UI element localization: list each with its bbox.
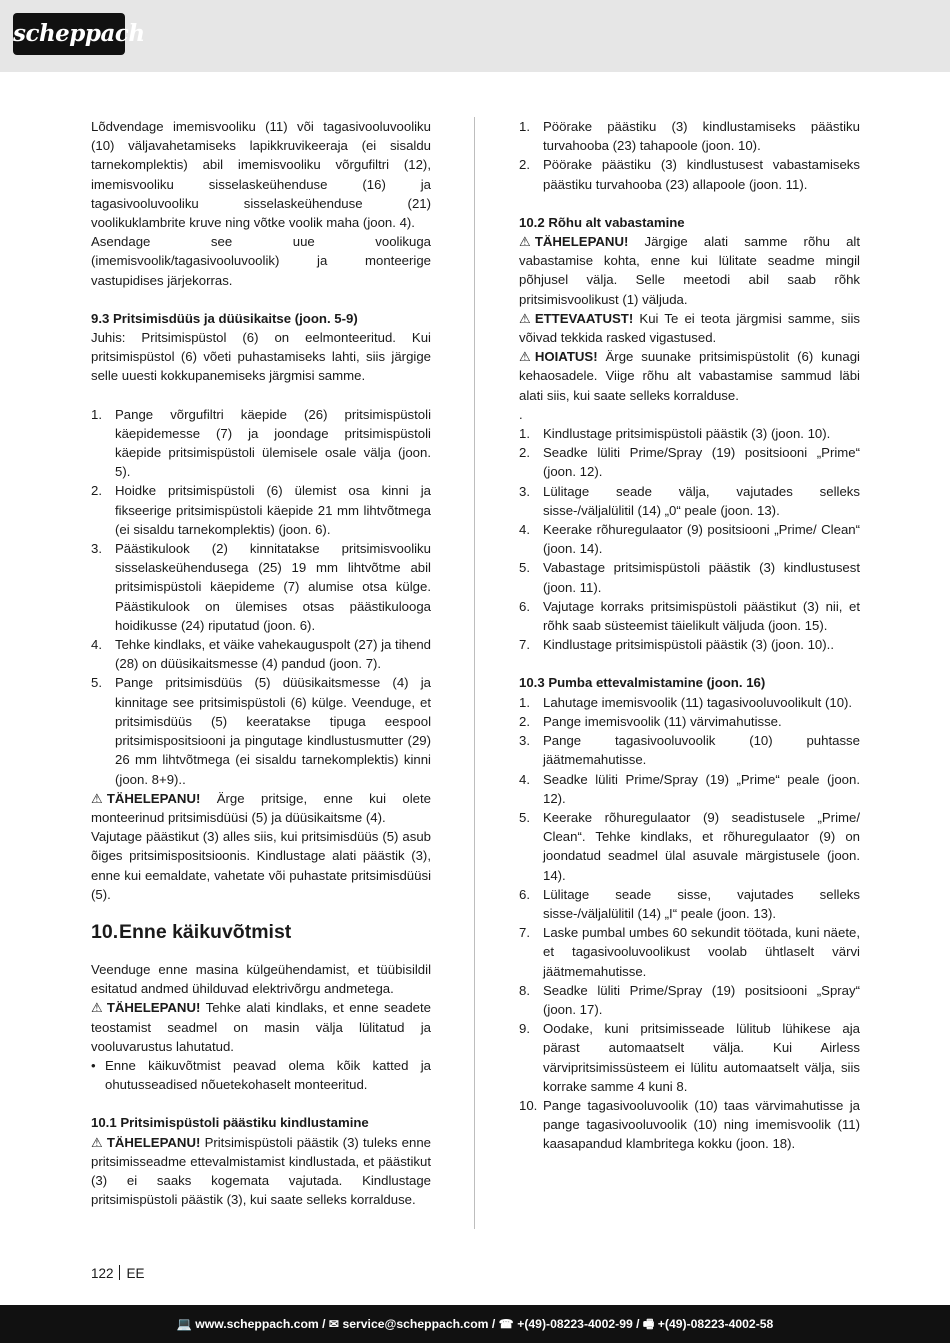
stray-dot: . [519,406,523,422]
section-10-bullets [91,1056,431,1094]
list-item-text: Seadke lüliti Prime/Spray (19) positsiooni „Prime“ (joon. 12). [543,445,860,480]
list-item-text: Päästikulook (2) kinnitatakse pritsimisvooliku sisselaskeühendusega (25) 19 mm lihtvõtme abil pritsimispüstoli käepideme (7) alumise otsa külge. Päästikulook on ülemises otsas päästikulooga hoidikusse (24) riputatud (joon. 6). [115,541,431,633]
section-10-2-heading: 10.2 Rõhu alt vabastamine [519,214,685,230]
contact-line: 💻 www.scheppach.com / ✉ service@scheppach.com / ☎ +(49)-08223-4002-99 / 🖷 +(49)-08223-4002-58 [176,1317,774,1331]
list-item-number: 6. [519,598,530,614]
list-item-text: Lahutage imemisvoolik (11) tagasivooluvoolikult (10). [543,694,853,710]
list-item [519,520,860,558]
list-item-text: Pöörake päästiku (3) kindlustusest vabastamiseks päästiku turvahooba (23) allapoole (joon. 11). [543,157,860,192]
list-item-number: 2. [91,483,102,499]
section-10-1-heading: 10.1 Pritsimispüstoli päästiku kindlustamine [91,1115,369,1131]
list-item: • Enne käikuvõtmist peavad olema kõik katted ja ohutusseadised nõuetekohaselt monteeritud. [91,1057,431,1093]
list-item [519,808,860,885]
warning-2: ⚠ TÄHELEPANU! Tehke alati kindlaks, et enne seadete teostamist seadmel on masin välja lülitatud ja vooluvarustus lahutatud. [91,1000,431,1054]
list-item [519,1019,860,1096]
warning-6: ⚠ HOIATUS! Ärge suunake pritsimispüstolit (6) kunagi kehaosadele. Viige rõhu alt vabastamise sammud läbi alati siis, kui saate selleks korralduse. [519,349,860,403]
warning-icon: ⚠ [519,234,531,250]
list-item-number: 1. [519,694,530,710]
footer-separator [119,1265,120,1280]
list-item [519,597,860,635]
list-item-text: Vabastage pritsimispüstoli päästik (3) kindlustusest (joon. 11). [543,560,860,595]
list-item [519,1096,860,1154]
list-item-number: 3. [519,483,530,499]
warning-icon: ⚠ [519,310,531,326]
list-item-number: 7. [519,637,530,653]
section-9-3-heading: 9.3 Pritsimisdüüs ja düüsikaitse (joon. 5-9) [91,310,358,326]
list-item-number: 5. [91,675,102,691]
list-item-number: 2. [519,445,530,461]
intro-paragraph-2: Asendage see uue voolikuga (imemisvoolik/tagasivooluvoolik) ja monteerige vastupidises järjekorras. [91,234,431,288]
list-item [519,482,860,520]
list-item-number: 2. [519,713,530,729]
list-item-text: Pange tagasivooluvoolik (10) puhtasse jäätmemahutisse. [543,733,860,768]
section-10-heading: 10.Enne käikuvõtmist [91,920,292,943]
list-item [519,155,860,193]
list-item [519,731,860,769]
list-item-text: Pöörake päästiku (3) kindlustamiseks päästiku turvahooba (23) tahapoole (joon. 10). [543,119,860,154]
list-item-text: Pange imemisvoolik (11) värvimahutisse. [543,713,782,729]
list-item-text: Seadke lüliti Prime/Spray (19) positsiooni „Spray“ (joon. 17). [543,982,860,1017]
list-item [519,923,860,981]
list-item [519,885,860,923]
list-item [519,712,860,731]
list-item-text: Kindlustage pritsimispüstoli päästik (3) (joon. 10). [543,426,831,442]
list-item-text: Laske pumbal umbes 60 sekundit töötada, kuni näete, et tagasivooluvoolikust voolab ühtlaselt värvi jäätmemahutisse. [543,925,860,979]
list-item-number: 4. [519,771,530,787]
warning-3: ⚠ TÄHELEPANU! Pritsimispüstoli päästik (3) tuleks enne pritsimisseadme ettevalmistamist kindlustada, et päästikut (3) ei saaks kogemata vajutada. Kindlustage pritsimispüstoli päästik (3), kui saate selleks korralduse. [91,1134,431,1208]
list-item-number: 10. [519,1097,538,1113]
list-item-text: Lülitage seade sisse, vajutades selleks sisse-/väljalülitil (14) „I“ peale (joon. 13). [543,886,860,921]
trigger-paragraph: Vajutage päästikut (3) alles siis, kui pritsimisdüüs (5) asub õiges pritsimispositsioonis. Kindlustage alati päästik (3), enne kui eemaldate, vahetate või puhastate pritsimisdüüsi (5). [91,829,431,902]
page-number: 122 [91,1266,114,1281]
list-item-text: Pange tagasivooluvoolik (10) taas värvimahutisse ja pange tagasivooluvoolik (10) ning imemisvoolik (11) kaasapandud klambritega kokku (joon. 18). [543,1097,860,1152]
list-item [91,635,431,673]
list-item [91,539,431,635]
section-9-3-note: Juhis: Pritsimispüstol (6) on eelmonteeritud. Kui pritsimispüstol (6) võeti puhastamiseks lahti, siis järgige selle uuesti kokkupanemiseks järgmisi samme. [91,330,431,384]
section-10-1-steps [519,117,860,194]
list-item-number: 4. [91,637,102,653]
list-item [91,405,431,482]
right-column [519,117,860,1154]
list-item-number: 4. [519,522,530,538]
left-column [91,117,431,1209]
warning-1: ⚠ TÄHELEPANU! Ärge pritsige, enne kui olete monteerinud pritsimisdüüsi (5) ja düüsikaitsme (4). [91,790,432,825]
list-item-text: Oodake, kuni pritsimisseade lülitub lühikese aja pärast automaatselt välja. Kui Airless värvipritsimissüsteem ei lülitu automaatselt välja, siis korrake samme 4 kuni 8. [543,1021,860,1094]
list-item-number: 7. [519,925,530,941]
intro-paragraph: Lõdvendage imemisvooliku (11) või tagasivooluvooliku (10) väljavahetamiseks lapikkruvikeeraja (ei sisaldu tarnekomplektis) abil imemisvooliku võrgufiltri (12), imemisvooliku sisselaskeühenduse (16) ja tagasivooluvooliku sisselaskeühenduse (21) voolikuklambrite kruve ning võtke voolik maha (joon. 4). [91,119,431,231]
list-item-text: Pange võrgufiltri käepide (26) pritsimispüstoli käepidemesse (7) ja joondage pritsimispüstoli käepide pritsimispüstoli ülemisele osale välja (joon. 5). [115,406,431,480]
list-item [91,673,431,788]
list-item-number: 6. [519,886,530,902]
list-item-text: Keerake rõhuregulaator (9) positsiooni „Prime/ Clean“ (joon. 14). [543,522,860,557]
list-item-text: Seadke lüliti Prime/Spray (19) „Prime“ peale (joon. 12). [543,771,860,806]
section-10-3-heading: 10.3 Pumba ettevalmistamine (joon. 16) [519,675,766,691]
list-item-text: Lülitage seade välja, vajutades selleks sisse-/väljalülitil (14) „0“ peale (joon. 13). [543,483,860,518]
warning-icon: ⚠ [519,349,531,365]
list-item [519,693,860,712]
column-divider [474,117,475,1229]
list-item-number: 5. [519,809,530,825]
brand-logo: scheppach [13,13,125,55]
page-footer [91,1265,145,1283]
list-item-number: 1. [91,406,102,422]
section-9-3-steps [91,405,431,789]
list-item [519,981,860,1019]
list-item-text: Vajutage korraks pritsimispüstoli päästikut (3) nii, et rõhk saab süsteemist täielikult väljuda (joon. 15). [543,598,860,634]
list-item [519,424,860,443]
warning-5: ⚠ ETTEVAATUST! Kui Te ei teota järgmisi samme, siis võivad tekkida rasked vigastused. [519,310,860,346]
list-item [519,117,860,155]
list-item-text: Keerake rõhuregulaator (9) seadistusele „Prime/ Clean“. Tehke kindlaks, et rõhuregulaator (9) on joondatud seadmel ülal asuvale märgistusele (joon. 14). [543,809,860,883]
list-item [519,558,860,596]
list-item-text: Tehke kindlaks, et väike vahekauguspolt (27) ja tihend (28) on düüsikaitsmesse (4) pandud (joon. 7). [115,637,431,672]
section-10-2-steps [519,424,860,654]
contact-bar [0,1305,950,1343]
list-item-number: 1. [519,119,530,134]
list-item-number: 3. [519,733,530,749]
section-10-paragraph: Veenduge enne masina külgeühendamist, et tüübisildil esitatud andmed ühilduvad elektrivõrgu andmetega. [91,961,431,997]
list-item-number: 2. [519,157,530,173]
warning-icon: ⚠ [91,790,103,806]
list-item-text: Pange pritsimisdüüs (5) düüsikaitsmesse (4) ja kinnitage see pritsimispüstoli (6) külge. Veenduge, et pritsimisdüüs (5) keeratakse tipuga eespool pritsimispositsiooni ja pingutage kindlustusmutter (29) 26 mm lihtvõtmega (ei sisaldu tarnekomplektis) kinni (joon. 8+9).. [115,675,431,787]
list-item-number: 5. [519,560,530,576]
list-item-number: 1. [519,426,530,442]
warning-icon: ⚠ [91,1134,103,1150]
list-item [91,481,431,539]
list-item [519,635,860,654]
warning-4: ⚠ TÄHELEPANU! Järgige alati samme rõhu alt vabastamise kohta, enne kui lülitate seadme mingil põhjusel välja. Selle meetodi abil saab rõhk pritsimisvoolikust (1) väljuda. [519,234,861,307]
list-item-number: 3. [91,541,102,557]
list-item [519,443,860,481]
language-code: EE [126,1266,145,1281]
list-item-text: Hoidke pritsimispüstoli (6) ülemist osa kinni ja fikseerige pritsimispüstoli käepide 21 mm lihtvõtmega (ei sisaldu tarnekomplektis) (joon. 6). [115,483,431,537]
list-item-number: 9. [519,1021,530,1037]
list-item [519,770,860,808]
warning-icon: ⚠ [91,1000,103,1016]
section-10-3-steps [519,693,860,1154]
list-item-number: 8. [519,982,530,998]
list-item-text: Kindlustage pritsimispüstoli päästik (3) (joon. 10).. [543,637,834,653]
header-bar [0,0,950,72]
